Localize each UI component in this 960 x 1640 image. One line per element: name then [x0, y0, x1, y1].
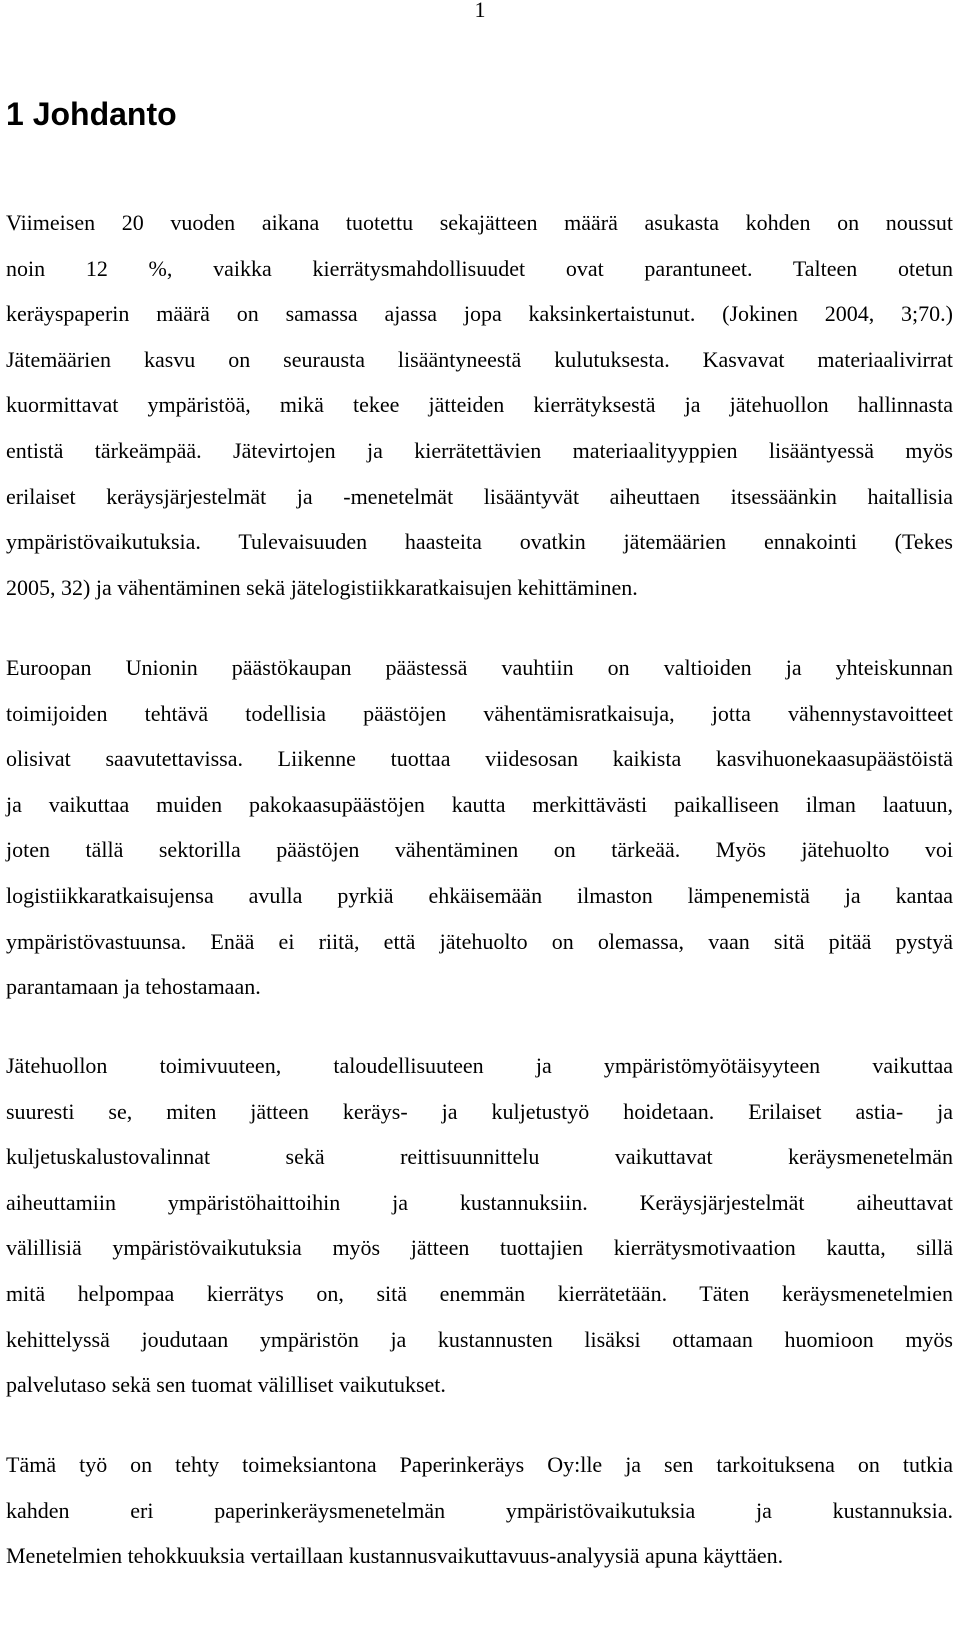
paragraph-line: Euroopan Unionin päästökaupan päästessä vauhtiin on valtioiden ja yhteiskunnan — [6, 655, 953, 680]
paragraph-line: logistiikkaratkaisujensa avulla pyrkiä ehkäisemään ilmaston lämpenemistä ja kantaa — [6, 882, 953, 908]
paragraph-line: keräyspaperin määrä on samassa ajassa jopa kaksinkertaistunut. (Jokinen 2004, 3;70.) — [6, 301, 953, 327]
paragraph-line: kehittelyssä joudutaan ympäristön ja kustannusten lisäksi ottamaan huomioon myös — [6, 1326, 953, 1352]
paragraph-line: kuormittavat ympäristöä, mikä tekee jätteiden kierrätyksestä ja jätehuollon hallinnasta — [6, 392, 953, 418]
paragraph-line: 2005, 32) ja vähentäminen sekä jätelogistiikkaratkaisujen kehittäminen. — [6, 574, 638, 600]
paragraph — [6, 1043, 953, 1408]
paragraph — [6, 1442, 953, 1579]
paragraph-line: Tämä työ on tehty toimeksiantona Paperinkeräys Oy:lle ja sen tarkoituksena on tutkia — [6, 1452, 953, 1477]
page-number: 1 — [474, 0, 486, 22]
paragraph-line: entistä tärkeämpää. Jätevirtojen ja kierrätettävien materiaalityyppien lisääntyessä myös — [6, 437, 953, 463]
paragraph — [6, 645, 953, 1010]
paragraph-line: Menetelmien tehokkuuksia vertaillaan kustannusvaikuttavuus-analyysiä apuna käyttäen. — [6, 1543, 784, 1569]
paragraph-line: Viimeisen 20 vuoden aikana tuotettu sekajätteen määrä asukasta kohden on noussut — [6, 210, 953, 235]
paragraph-line: Jätemäärien kasvu on seurausta lisääntyneestä kulutuksesta. Kasvavat materiaalivirrat — [6, 346, 953, 372]
paragraph-line: joten tällä sektorilla päästöjen vähentäminen on tärkeää. Myös jätehuolto voi — [6, 837, 953, 863]
paragraph-line: parantamaan ja tehostamaan. — [6, 974, 261, 1000]
paragraph-line: palvelutaso sekä sen tuomat välilliset vaikutukset. — [6, 1372, 446, 1398]
paragraph-line: aiheuttamiin ympäristöhaittoihin ja kustannuksiin. Keräysjärjestelmät aiheuttavat — [6, 1189, 953, 1215]
paragraph-line: ympäristövastuunsa. Enää ei riitä, että jätehuolto on olemassa, vaan sitä pitää pystyä — [6, 928, 953, 954]
paragraph-line: ja vaikuttaa muiden pakokaasupäästöjen kautta merkittävästi paikalliseen ilman laatuun, — [6, 791, 953, 817]
paragraph-line: erilaiset keräysjärjestelmät ja -menetelmät lisääntyvät aiheuttaen itsessäänkin haitallisia — [6, 483, 953, 509]
paragraph-line: kuljetuskalustovalinnat sekä reittisuunnittelu vaikuttavat keräysmenetelmän — [6, 1144, 953, 1170]
paragraph-line: Jätehuollon toimivuuteen, taloudellisuuteen ja ympäristömyötäisyyteen vaikuttaa — [6, 1053, 953, 1078]
paragraph — [6, 200, 953, 610]
paragraph-line: mitä helpompaa kierrätys on, sitä enemmän kierrätetään. Täten keräysmenetelmien — [6, 1280, 953, 1306]
paragraph-line: välillisiä ympäristövaikutuksia myös jätteen tuottajien kierrätysmotivaation kautta, sillä — [6, 1235, 953, 1261]
section-heading: 1 Johdanto — [6, 96, 177, 132]
paragraph-line: noin 12 %, vaikka kierrätysmahdollisuudet ovat parantuneet. Talteen otetun — [6, 255, 953, 281]
paragraph-line: suuresti se, miten jätteen keräys- ja kuljetustyö hoidetaan. Erilaiset astia- ja — [6, 1098, 953, 1124]
paragraph-line: olisivat saavutettavissa. Liikenne tuottaa viidesosan kaikista kasvihuonekaasupäästöistä — [6, 746, 953, 772]
paragraph-line: toimijoiden tehtävä todellisia päästöjen vähentämisratkaisuja, jotta vähennystavoitteet — [6, 700, 953, 726]
paragraph-line: kahden eri paperinkeräysmenetelmän ympäristövaikutuksia ja kustannuksia. — [6, 1497, 953, 1523]
paragraph-line: ympäristövaikutuksia. Tulevaisuuden haasteita ovatkin jätemäärien ennakointi (Tekes — [6, 529, 953, 555]
